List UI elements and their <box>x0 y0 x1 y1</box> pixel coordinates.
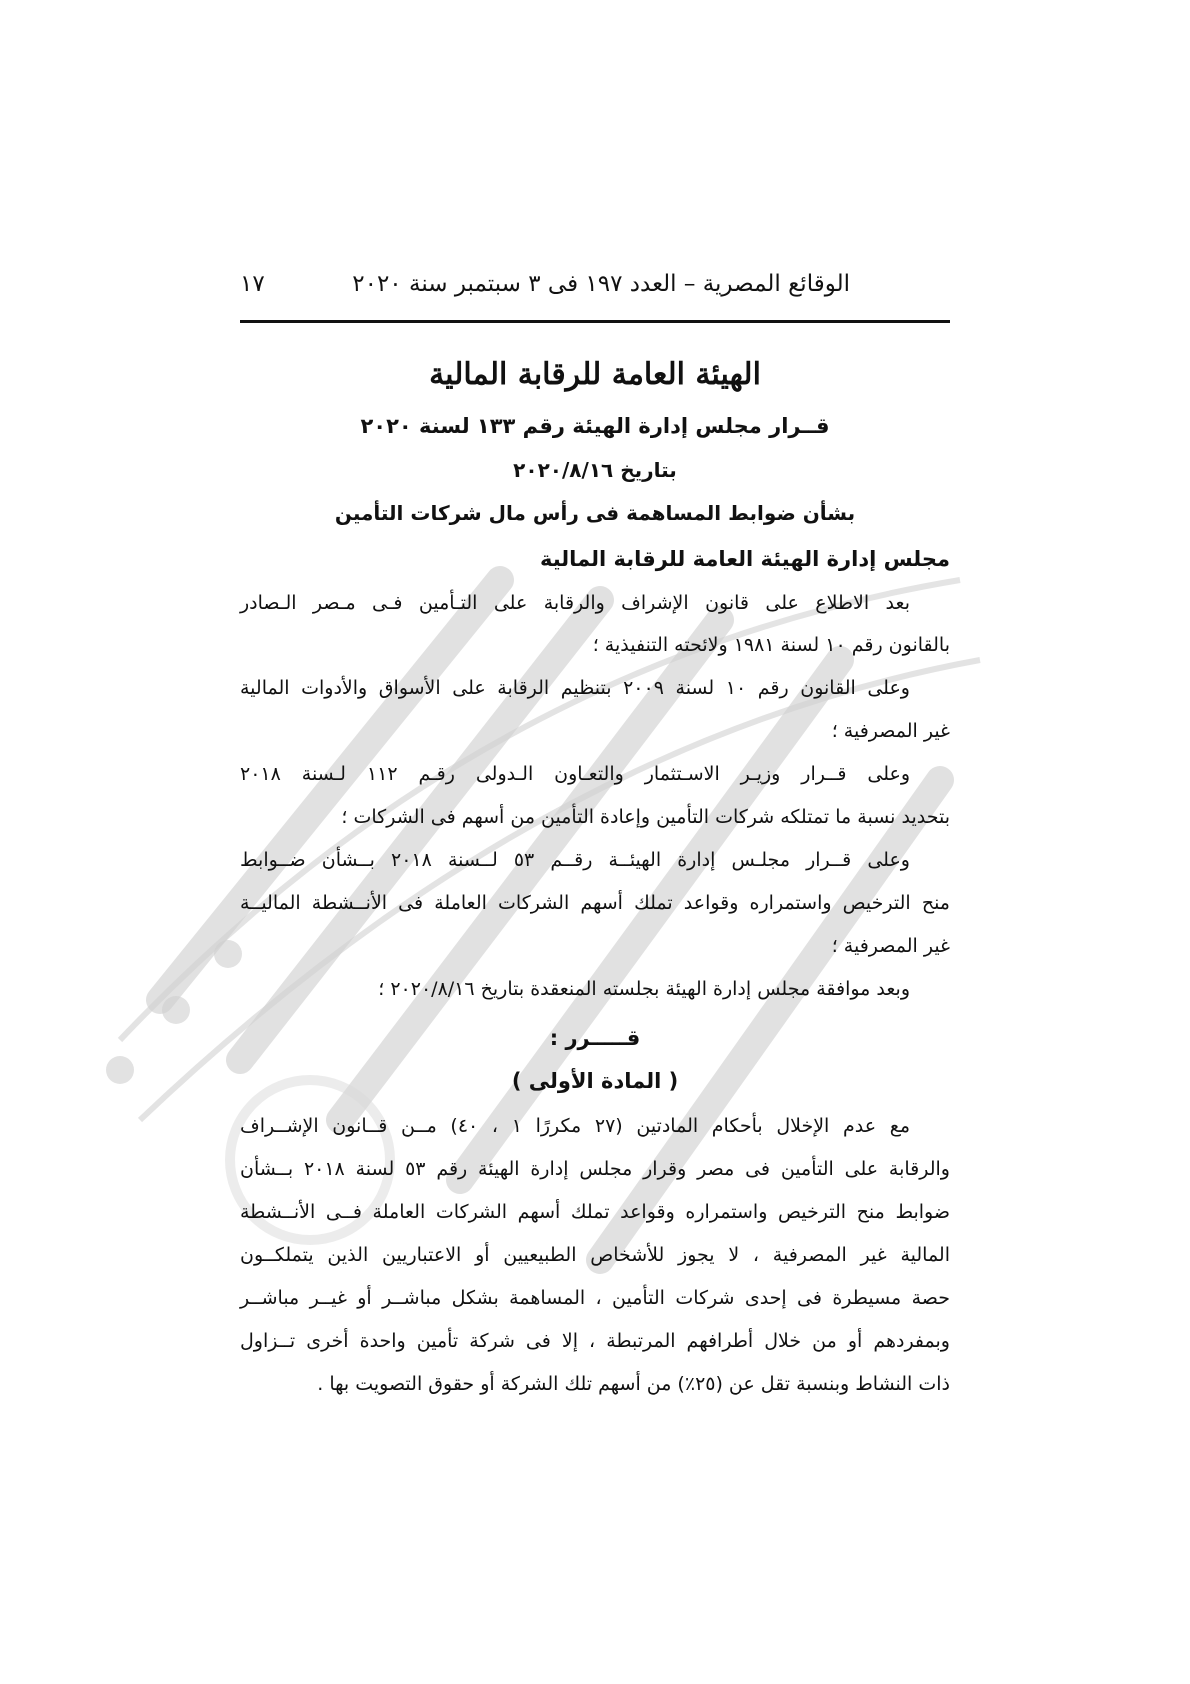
preamble-line: بالقانون رقم ١٠ لسنة ١٩٨١ ولائحته التنفيذية ؛ <box>592 634 950 656</box>
decree-subject: بشأن ضوابط المساهمة فى رأس مال شركات التأمين <box>334 501 856 525</box>
article-line: مع عدم الإخلال بأحكام المادتين (٢٧ مكررًا ١ ، ٤٠) مــن قــانون الإشــراف <box>240 1115 910 1137</box>
article-line: ذات النشاط وبنسبة تقل عن (٢٥٪) من أسهم تلك الشركة أو حقوق التصويت بها . <box>317 1373 950 1395</box>
preamble-line: وعلى قــرار وزيـر الاسـتثمار والتعـاون الـدولى رقـم ١١٢ لـسنة ٢٠١٨ <box>240 763 910 785</box>
preamble-line: غير المصرفية ؛ <box>831 935 950 957</box>
preamble-line: وعلى قــرار مجلـس إدارة الهيئــة رقــم ٥٣ لــسنة ٢٠١٨ بــشأن ضــوابط <box>240 849 910 871</box>
preamble-line: بعد الاطلاع على قانون الإشراف والرقابة على التـأمين فـى مـصر الـصادر <box>240 592 910 614</box>
preamble-line: غير المصرفية ؛ <box>831 720 950 742</box>
gazette-title: الوقائع المصرية – العدد ١٩٧ فى ٣ سبتمبر سنة ٢٠٢٠ <box>352 271 850 297</box>
decree-date: بتاريخ ٢٠٢٠/٨/١٦ <box>513 458 677 482</box>
header-divider <box>240 320 950 323</box>
board-heading: مجلس إدارة الهيئة العامة للرقابة المالية <box>539 547 950 571</box>
preamble-line: وبعد موافقة مجلس إدارة الهيئة بجلسته المنعقدة بتاريخ ٢٠٢٠/٨/١٦ ؛ <box>378 978 910 1000</box>
preamble-line: منح الترخيص واستمراره وقواعد تملك أسهم الشركات العاملة فى الأنــشطة الماليــة <box>240 892 950 914</box>
preamble-line: بتحديد نسبة ما تمتلكه شركات التأمين وإعادة التأمين من أسهم فى الشركات ؛ <box>341 806 950 828</box>
article-line: المالية غير المصرفية ، لا يجوز للأشخاص الطبيعيين أو الاعتباريين الذين يتملكــون <box>240 1244 950 1266</box>
article-line: وبمفردهم أو من خلال أطرافهم المرتبطة ، إلا فى شركة تأمين واحدة أخرى تــزاول <box>240 1330 950 1352</box>
gazette-header <box>240 271 950 311</box>
page-number: ١٧ <box>240 271 265 297</box>
article-line: حصة مسيطرة فى إحدى شركات التأمين ، المساهمة بشكل مباشــر أو غيــر مباشــر <box>240 1287 950 1309</box>
decided-heading: قـــــرر : <box>549 1026 641 1050</box>
authority-title: الهيئة العامة للرقابة المالية <box>429 357 761 392</box>
preamble-line: وعلى القانون رقم ١٠ لسنة ٢٠٠٩ بتنظيم الرقابة على الأسواق والأدوات المالية <box>240 677 910 699</box>
decree-title: قــرار مجلس إدارة الهيئة رقم ١٣٣ لسنة ٢٠٢٠ <box>360 414 830 438</box>
article-line: والرقابة على التأمين فى مصر وقرار مجلس إدارة الهيئة رقم ٥٣ لسنة ٢٠١٨ بــشأن <box>240 1158 950 1180</box>
article-line: ضوابط منح الترخيص واستمراره وقواعد تملك أسهم الشركات العاملة فــى الأنــشطة <box>240 1201 950 1223</box>
article-heading: ( المادة الأولى ) <box>511 1069 679 1093</box>
